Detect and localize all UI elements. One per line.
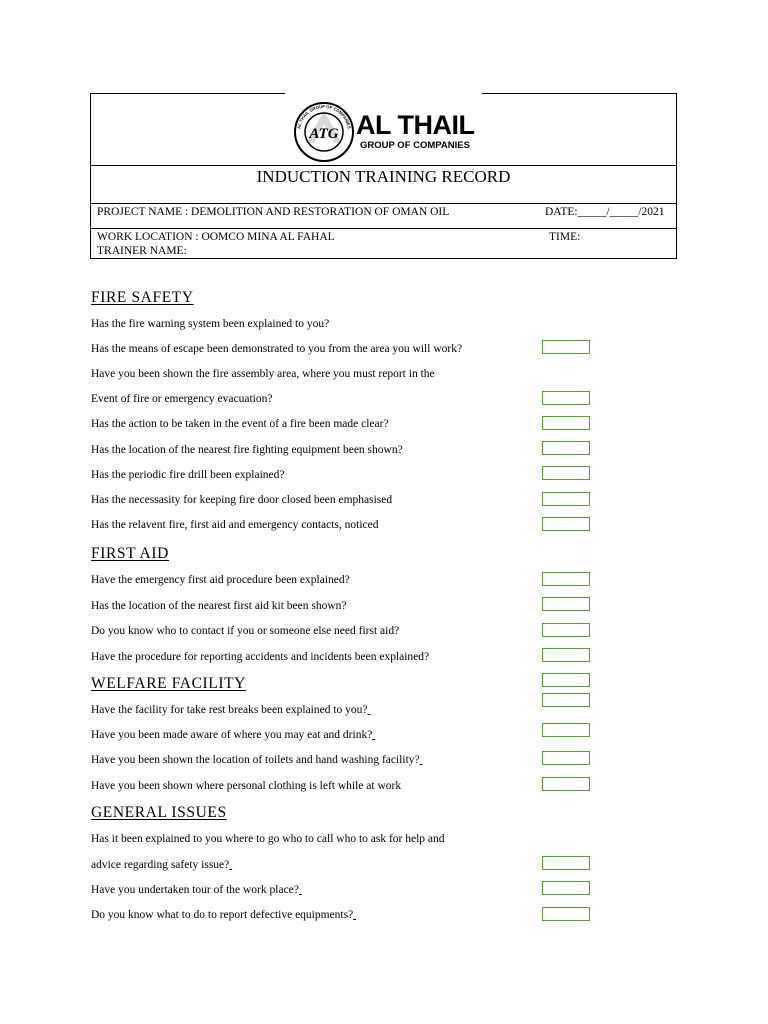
trainer-name-field[interactable]: TRAINER NAME: bbox=[97, 245, 187, 257]
answer-checkbox[interactable] bbox=[542, 391, 590, 405]
question-text: Have you been made aware of where you may eat and drink? bbox=[91, 729, 373, 741]
question-item bbox=[91, 753, 423, 767]
work-location: WORK LOCATION : OOMCO MINA AL FAHAL bbox=[97, 231, 335, 243]
answer-checkbox[interactable] bbox=[542, 517, 590, 531]
question-item bbox=[91, 908, 356, 922]
answer-checkbox[interactable] bbox=[542, 723, 590, 737]
time-field[interactable]: TIME: bbox=[549, 231, 581, 243]
answer-checkbox[interactable] bbox=[542, 648, 590, 662]
answer-checkbox[interactable] bbox=[542, 881, 590, 895]
project-name: PROJECT NAME : DEMOLITION AND RESTORATION OF OMAN OIL bbox=[97, 206, 450, 218]
answer-checkbox[interactable] bbox=[542, 340, 590, 354]
question-item bbox=[91, 883, 302, 897]
answer-blank bbox=[368, 704, 371, 716]
question-item: Have the procedure for reporting accidents and incidents been explained? bbox=[91, 651, 430, 663]
answer-checkbox[interactable] bbox=[542, 441, 590, 455]
question-item: Has the means of escape been demonstrated to you from the area you will work? bbox=[91, 343, 463, 355]
date-field[interactable]: DATE:_____/_____/2021 bbox=[545, 206, 665, 218]
section-title-first-aid: FIRST AID bbox=[91, 545, 169, 562]
question-item: Has the location of the nearest fire fighting equipment been shown? bbox=[91, 444, 403, 456]
answer-checkbox[interactable] bbox=[542, 416, 590, 430]
header-box bbox=[90, 93, 677, 259]
question-item bbox=[91, 858, 232, 872]
question-item: Have you been shown the fire assembly area, where you must report in the bbox=[91, 368, 435, 380]
svg-text:AL THAIL GROUP OF COMPANIES: AL THAIL GROUP OF COMPANIES bbox=[296, 103, 352, 130]
question-item: Has the periodic fire drill been explained? bbox=[91, 469, 285, 481]
answer-blank bbox=[420, 754, 423, 766]
question-item: Event of fire or emergency evacuation? bbox=[91, 393, 273, 405]
section-title-welfare-facility: WELFARE FACILITY bbox=[91, 675, 246, 692]
brand-subtitle: GROUP OF COMPANIES bbox=[360, 140, 470, 151]
question-item: Do you know who to contact if you or someone else need first aid? bbox=[91, 625, 400, 637]
answer-blank bbox=[372, 729, 375, 741]
question-text: Have you undertaken tour of the work place? bbox=[91, 884, 299, 896]
answer-blank bbox=[299, 884, 302, 896]
brand-name: AL THAIL bbox=[356, 110, 475, 140]
question-item: Has the necessasity for keeping fire door closed been emphasised bbox=[91, 494, 393, 506]
answer-checkbox[interactable] bbox=[542, 466, 590, 480]
answer-checkbox[interactable] bbox=[542, 623, 590, 637]
question-item: Has the fire warning system been explained to you? bbox=[91, 318, 330, 330]
question-item: Has it been explained to you where to go who to call who to ask for help and bbox=[91, 833, 445, 845]
divider bbox=[91, 203, 676, 204]
logo-emblem-icon bbox=[292, 100, 356, 164]
question-item bbox=[91, 703, 370, 717]
answer-blank bbox=[229, 859, 232, 871]
answer-checkbox[interactable] bbox=[542, 751, 590, 765]
question-text: Do you know what to do to report defective equipments? bbox=[91, 909, 354, 921]
answer-checkbox[interactable] bbox=[542, 856, 590, 870]
answer-checkbox[interactable] bbox=[542, 777, 590, 791]
answer-checkbox[interactable] bbox=[542, 597, 590, 611]
question-item: Has the location of the nearest first aid kit been shown? bbox=[91, 600, 347, 612]
question-item bbox=[91, 728, 375, 742]
answer-checkbox[interactable] bbox=[542, 572, 590, 586]
document-title: INDUCTION TRAINING RECORD bbox=[256, 167, 511, 186]
svg-text:ATG: ATG bbox=[309, 126, 339, 142]
question-item: Have the emergency first aid procedure been explained? bbox=[91, 574, 350, 586]
answer-checkbox[interactable] bbox=[542, 907, 590, 921]
question-text: advice regarding safety issue? bbox=[91, 859, 230, 871]
question-item: Have you been shown where personal clothing is left while at work bbox=[91, 780, 402, 792]
question-item: Has the action to be taken in the event of a fire been made clear? bbox=[91, 418, 389, 430]
answer-checkbox[interactable] bbox=[542, 673, 590, 687]
question-item: Has the relavent fire, first aid and emergency contacts, noticed bbox=[91, 519, 379, 531]
question-text: Have the facility for take rest breaks been explained to you? bbox=[91, 704, 368, 716]
divider bbox=[91, 228, 676, 229]
section-title-general-issues: GENERAL ISSUES bbox=[91, 804, 227, 821]
section-title-fire-safety: FIRE SAFETY bbox=[91, 289, 194, 306]
question-text: Have you been shown the location of toilets and hand washing facility? bbox=[91, 754, 420, 766]
answer-checkbox[interactable] bbox=[542, 693, 590, 707]
answer-blank bbox=[353, 909, 356, 921]
header-gap bbox=[285, 91, 482, 95]
company-logo bbox=[292, 100, 482, 164]
answer-checkbox[interactable] bbox=[542, 492, 590, 506]
